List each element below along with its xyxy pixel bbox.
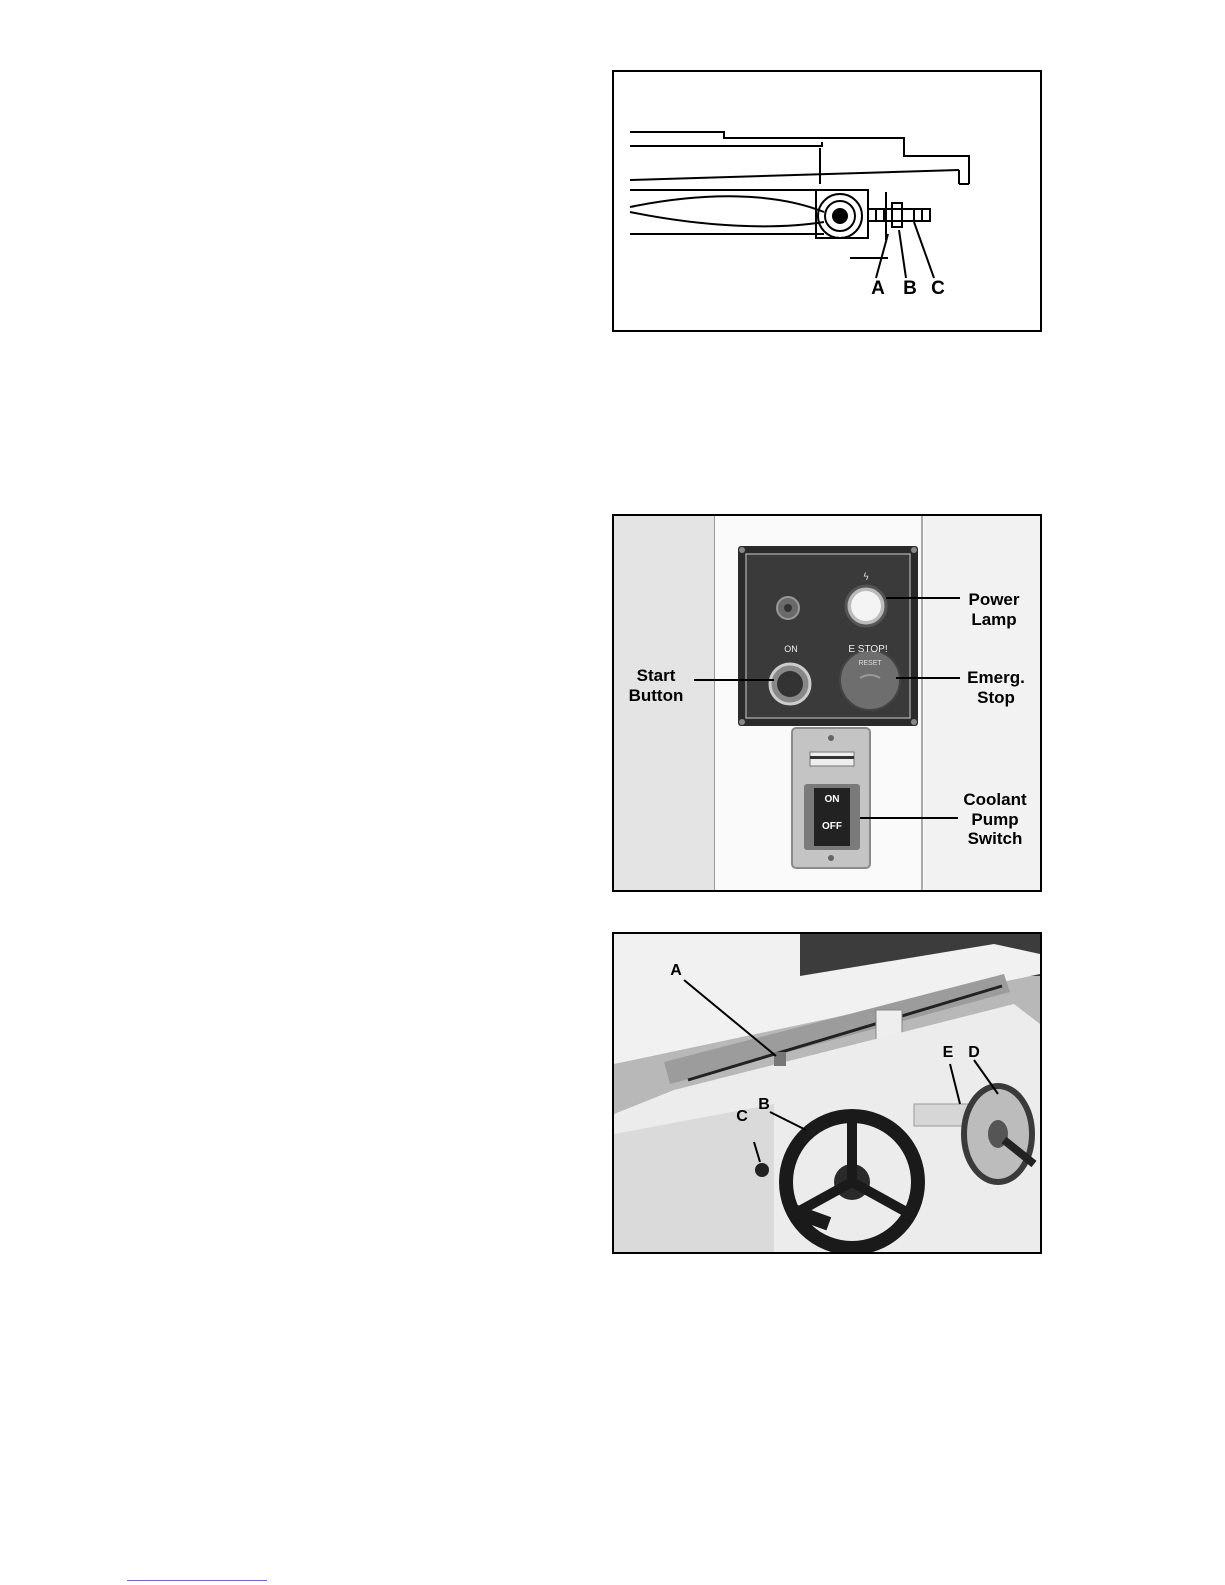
label-d: D (968, 1044, 980, 1061)
label-b: B (758, 1096, 770, 1113)
svg-text:ϟ: ϟ (862, 572, 870, 583)
panel-on-text: ON (784, 644, 798, 654)
figure-handwheels (612, 932, 1042, 1254)
coolant-switch-on: ON (824, 794, 840, 805)
figure-control-panel (612, 514, 1042, 892)
label-b: B (903, 278, 917, 299)
label-emergency-stop: Emerg. Stop (967, 668, 1025, 707)
label-c: C (736, 1108, 748, 1125)
footer-rule (127, 1580, 267, 1581)
label-a: A (670, 962, 682, 979)
coolant-switch-off: OFF (822, 821, 842, 832)
label-power-lamp: Power Lamp (968, 590, 1020, 629)
label-e: E (942, 1044, 954, 1061)
figure-belt-adjustment (612, 70, 1042, 332)
belt-adjustment-drawing (614, 72, 1040, 330)
label-coolant-pump-switch: Coolant Pump Switch (963, 790, 1027, 849)
panel-reset-text: RESET (858, 660, 882, 667)
handwheels-photo (614, 934, 1040, 1252)
label-start-button: Start Button (628, 666, 684, 705)
label-c: C (931, 278, 945, 299)
panel-estop-text: E STOP! (848, 644, 888, 655)
label-a: A (871, 278, 885, 299)
